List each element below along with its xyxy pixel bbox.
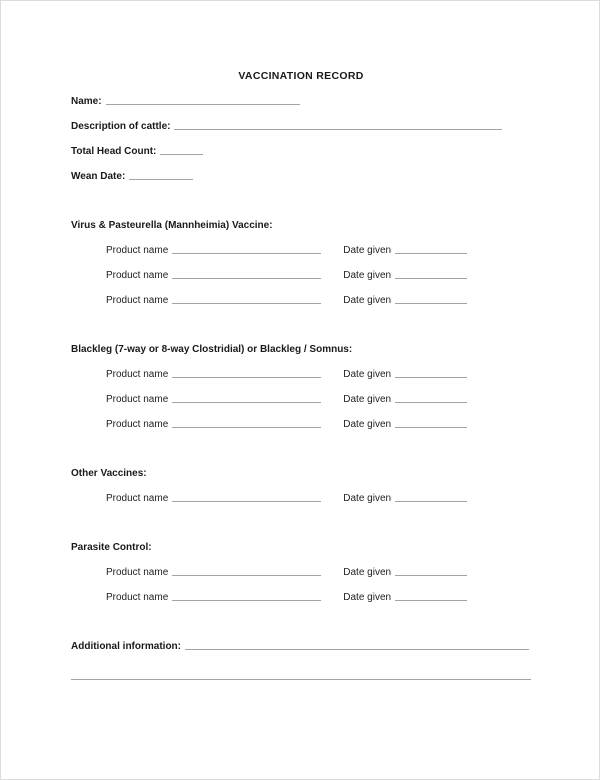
date-given-line [395, 418, 467, 428]
additional-information-field [71, 640, 599, 653]
date-given-line [395, 591, 467, 601]
product-name-label: Product name [106, 270, 169, 281]
product-row [71, 393, 599, 406]
section-blackleg [71, 343, 599, 431]
product-name-label: Product name [106, 245, 169, 256]
section-other-vaccines [71, 467, 599, 505]
section-heading: Parasite Control: [71, 542, 152, 553]
date-given-line [395, 269, 467, 279]
section-parasite-control [71, 541, 599, 604]
product-row [71, 294, 599, 307]
field-label: Name: [71, 96, 102, 107]
product-name-line [172, 418, 321, 428]
date-given-line [395, 393, 467, 403]
product-row [71, 418, 599, 431]
product-row [71, 368, 599, 381]
field-wean-date [71, 170, 599, 183]
product-name-line [172, 269, 321, 279]
section-virus-pasteurella [71, 219, 599, 307]
date-given-line [395, 492, 467, 502]
section-rows [71, 566, 599, 604]
blank-line [174, 120, 502, 130]
product-name-line [172, 294, 321, 304]
product-name-line [172, 591, 321, 601]
extra-writing-line [71, 669, 531, 680]
section-heading: Other Vaccines: [71, 468, 147, 479]
date-given-label: Date given [343, 270, 392, 281]
product-name-label: Product name [106, 592, 169, 603]
product-name-label: Product name [106, 493, 169, 504]
field-description [71, 120, 599, 133]
product-name-line [172, 393, 321, 403]
product-name-label: Product name [106, 295, 169, 306]
section-rows [71, 492, 599, 505]
product-name-line [172, 492, 321, 502]
field-label: Total Head Count: [71, 146, 157, 157]
product-row [71, 566, 599, 579]
product-row [71, 269, 599, 282]
field-label: Wean Date: [71, 171, 126, 182]
date-given-line [395, 368, 467, 378]
date-given-label: Date given [343, 493, 392, 504]
field-label: Description of cattle: [71, 121, 171, 132]
blank-line [129, 170, 193, 180]
page-title: VACCINATION RECORD [238, 70, 364, 82]
section-heading: Blackleg (7-way or 8-way Clostridial) or Blackleg / Somnus: [71, 344, 353, 355]
date-given-label: Date given [343, 369, 392, 380]
product-name-label: Product name [106, 567, 169, 578]
product-name-label: Product name [106, 394, 169, 405]
additional-information-label: Additional information: [71, 641, 181, 652]
date-given-label: Date given [343, 567, 392, 578]
product-name-line [172, 368, 321, 378]
blank-line [160, 145, 203, 155]
product-name-line [172, 244, 321, 254]
section-rows [71, 368, 599, 431]
date-given-line [395, 244, 467, 254]
date-given-label: Date given [343, 394, 392, 405]
field-head-count [71, 145, 599, 158]
additional-information-line [185, 640, 529, 650]
date-given-label: Date given [343, 295, 392, 306]
date-given-label: Date given [343, 592, 392, 603]
date-given-line [395, 294, 467, 304]
product-name-line [172, 566, 321, 576]
date-given-label: Date given [343, 419, 392, 430]
top-fields [71, 95, 599, 183]
date-given-label: Date given [343, 245, 392, 256]
product-row [71, 591, 599, 604]
section-rows [71, 244, 599, 307]
vaccine-sections [71, 219, 599, 604]
blank-line [106, 95, 300, 105]
product-row [71, 492, 599, 505]
product-name-label: Product name [106, 369, 169, 380]
date-given-line [395, 566, 467, 576]
product-row [71, 244, 599, 257]
section-heading: Virus & Pasteurella (Mannheimia) Vaccine: [71, 220, 273, 231]
field-name [71, 95, 599, 108]
product-name-label: Product name [106, 419, 169, 430]
